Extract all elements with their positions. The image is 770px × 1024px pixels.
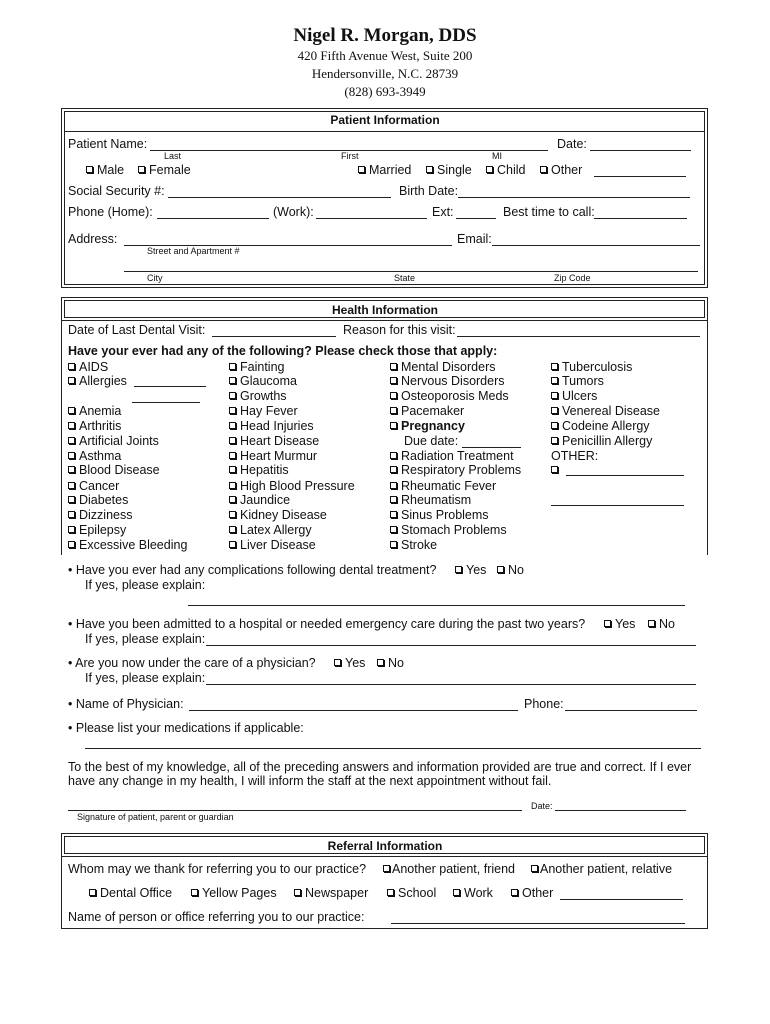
checkbox-icon[interactable] [551, 392, 558, 399]
checkbox-icon[interactable] [68, 437, 75, 444]
physician-phone-label: Phone: [524, 697, 564, 711]
ssn-label: Social Security #: [68, 184, 165, 198]
work-phone-field[interactable] [316, 218, 427, 219]
checkbox-icon[interactable] [68, 511, 75, 518]
address-label: Address: [68, 232, 118, 246]
referral-another-friend[interactable]: Another patient, friend [383, 863, 515, 876]
checkbox-icon[interactable] [390, 377, 397, 384]
condition-hay-fever[interactable]: Hay Fever [229, 405, 298, 418]
checkbox-icon[interactable] [486, 166, 493, 173]
certification-statement: To the best of my knowledge, all of the preceding answers and information provided are true and correct. If I ever [68, 760, 692, 774]
other-condition-field[interactable] [566, 475, 684, 476]
checkbox-icon[interactable] [551, 422, 558, 429]
other-field[interactable] [594, 176, 686, 177]
condition-hepatitis[interactable]: Hepatitis [229, 464, 289, 477]
checkbox-icon[interactable] [229, 437, 236, 444]
condition-jaundice[interactable]: Jaundice [229, 494, 290, 507]
condition-stroke[interactable]: Stroke [390, 539, 437, 552]
home-phone-label: Phone (Home): [68, 205, 153, 219]
condition-other[interactable] [551, 464, 562, 477]
condition-glaucoma[interactable]: Glaucoma [229, 375, 297, 388]
home-phone-field[interactable] [157, 218, 269, 219]
checkbox-icon[interactable] [229, 377, 236, 384]
ssn-field[interactable] [168, 197, 391, 198]
date-field[interactable] [590, 150, 691, 151]
last-visit-field[interactable] [212, 336, 336, 337]
checkbox-icon[interactable] [648, 620, 655, 627]
referral-other-field[interactable] [560, 899, 683, 900]
date-label: Date: [557, 137, 587, 151]
checkbox-icon[interactable] [358, 166, 365, 173]
patient-info-title: Patient Information [330, 113, 440, 127]
condition-tuberculosis[interactable]: Tuberculosis [551, 361, 632, 374]
checkbox-icon[interactable] [390, 511, 397, 518]
checkbox-icon[interactable] [390, 466, 397, 473]
best-time-field[interactable] [594, 218, 687, 219]
condition-kidney-disease[interactable]: Kidney Disease [229, 509, 327, 522]
hospital-yes[interactable]: Yes [604, 618, 635, 631]
complications-yes[interactable]: Yes [455, 564, 486, 577]
condition-nervous-disorders[interactable]: Nervous Disorders [390, 375, 505, 388]
checkbox-icon[interactable] [68, 466, 75, 473]
referral-another-relative[interactable]: Another patient, relative [531, 863, 672, 876]
checkbox-icon[interactable] [390, 526, 397, 533]
referral-dental-office[interactable]: Dental Office [89, 887, 172, 900]
physician-care-yes[interactable]: Yes [334, 657, 365, 670]
city-caption: City [147, 273, 163, 283]
condition-radiation-treatment[interactable]: Radiation Treatment [390, 450, 514, 463]
checkbox-icon[interactable] [334, 659, 341, 666]
checkbox-icon[interactable] [229, 526, 236, 533]
physician-explain-label: If yes, please explain: [85, 671, 206, 685]
checkbox-icon[interactable] [604, 620, 611, 627]
checkbox-icon[interactable] [191, 889, 198, 896]
condition-asthma[interactable]: Asthma [68, 450, 121, 463]
condition-blood-disease[interactable]: Blood Disease [68, 464, 160, 477]
checkbox-icon[interactable] [229, 466, 236, 473]
ext-field[interactable] [456, 218, 496, 219]
city-state-zip-field[interactable] [124, 271, 698, 272]
condition-ulcers[interactable]: Ulcers [551, 390, 597, 403]
condition-anemia[interactable]: Anemia [68, 405, 121, 418]
condition-aids[interactable]: AIDS [68, 361, 108, 374]
checkbox-icon[interactable] [497, 566, 504, 573]
referral-other[interactable]: Other [511, 887, 553, 900]
married-option[interactable]: Married [358, 164, 411, 177]
condition-pregnancy[interactable]: Pregnancy [390, 420, 465, 433]
condition-epilepsy[interactable]: Epilepsy [68, 524, 126, 537]
street-caption: Street and Apartment # [147, 246, 240, 256]
physician-explain-field[interactable] [206, 684, 696, 685]
signature-field[interactable] [68, 810, 522, 811]
checkbox-icon[interactable] [540, 166, 547, 173]
last-visit-label: Date of Last Dental Visit: [68, 323, 206, 337]
complications-question: • Have you ever had any complications following dental treatment? [68, 563, 437, 577]
condition-rheumatism[interactable]: Rheumatism [390, 494, 471, 507]
condition-pacemaker[interactable]: Pacemaker [390, 405, 464, 418]
referral-school[interactable]: School [387, 887, 436, 900]
checkbox-icon[interactable] [229, 363, 236, 370]
referral-question: Whom may we thank for referring you to our practice? [68, 862, 367, 876]
referral-yellow-pages[interactable]: Yellow Pages [191, 887, 277, 900]
checkbox-icon[interactable] [551, 407, 558, 414]
last-name-caption: Last [164, 151, 182, 161]
zip-caption: Zip Code [554, 273, 591, 283]
checkbox-icon[interactable] [68, 541, 75, 548]
reason-field[interactable] [457, 336, 700, 337]
signature-date-field[interactable] [555, 810, 686, 811]
checkbox-icon[interactable] [68, 452, 75, 459]
birth-date-field[interactable] [458, 197, 690, 198]
checkbox-icon[interactable] [453, 889, 460, 896]
email-field[interactable] [492, 245, 700, 246]
condition-growths[interactable]: Growths [229, 390, 287, 403]
checkbox-icon[interactable] [390, 422, 397, 429]
condition-venereal-disease[interactable]: Venereal Disease [551, 405, 660, 418]
physician-name-field[interactable] [189, 710, 518, 711]
condition-mental-disorders[interactable]: Mental Disorders [390, 361, 495, 374]
single-option[interactable]: Single [426, 164, 472, 177]
checkbox-icon[interactable] [68, 363, 75, 370]
hospital-no[interactable]: No [648, 618, 675, 631]
referral-newspaper[interactable]: Newspaper [294, 887, 368, 900]
condition-stomach-problems[interactable]: Stomach Problems [390, 524, 507, 537]
allergies-field[interactable] [134, 386, 206, 387]
checkbox-icon[interactable] [229, 452, 236, 459]
medications-label: • Please list your medications if applicable: [68, 721, 304, 735]
checkbox-icon[interactable] [68, 377, 75, 384]
condition-dizziness[interactable]: Dizziness [68, 509, 133, 522]
condition-codeine-allergy[interactable]: Codeine Allergy [551, 420, 650, 433]
other-condition-field-2[interactable] [551, 505, 684, 506]
birth-date-label: Birth Date: [399, 184, 459, 198]
checkbox-icon[interactable] [390, 482, 397, 489]
condition-artificial-joints[interactable]: Artificial Joints [68, 435, 159, 448]
checkbox-icon[interactable] [229, 541, 236, 548]
condition-osteoporosis-meds[interactable]: Osteoporosis Meds [390, 390, 509, 403]
condition-liver-disease[interactable]: Liver Disease [229, 539, 316, 552]
complications-explain-field[interactable] [188, 605, 685, 606]
condition-heart-murmur[interactable]: Heart Murmur [229, 450, 317, 463]
checkbox-icon[interactable] [390, 496, 397, 503]
condition-head-injuries[interactable]: Head Injuries [229, 420, 314, 433]
condition-excessive-bleeding[interactable]: Excessive Bleeding [68, 539, 187, 552]
signature-date-label: Date: [531, 801, 553, 811]
condition-penicillin-allergy[interactable]: Penicillin Allergy [551, 435, 652, 448]
physician-care-no[interactable]: No [377, 657, 404, 670]
medications-field[interactable] [85, 748, 701, 749]
checkbox-icon[interactable] [229, 482, 236, 489]
male-option[interactable]: Male [86, 164, 124, 177]
hospital-question: • Have you been admitted to a hospital or needed emergency care during the past two years? [68, 617, 586, 631]
physician-name-label: • Name of Physician: [68, 697, 184, 711]
practice-phone: (828) 693-3949 [344, 84, 426, 99]
certification-statement-2: have any change in my health, I will inform the staff at the next appointment without fail. [68, 774, 552, 788]
hospital-explain-field[interactable] [206, 645, 696, 646]
checkbox-icon[interactable] [294, 889, 301, 896]
checkbox-icon[interactable] [390, 452, 397, 459]
condition-tumors[interactable]: Tumors [551, 375, 604, 388]
state-caption: State [394, 273, 416, 283]
allergies-field-2[interactable] [132, 402, 200, 403]
checkbox-icon[interactable] [390, 407, 397, 414]
first-name-caption: First [341, 151, 359, 161]
physician-phone-field[interactable] [565, 710, 697, 711]
checkbox-icon[interactable] [455, 566, 462, 573]
complications-no[interactable]: No [497, 564, 524, 577]
practice-address-line2: Hendersonville, N.C. 28739 [311, 66, 459, 81]
other-conditions-label: OTHER: [551, 449, 599, 463]
referral-work[interactable]: Work [453, 887, 493, 900]
email-label: Email: [457, 232, 492, 246]
checkbox-icon[interactable] [68, 496, 75, 503]
checkbox-icon[interactable] [229, 392, 236, 399]
condition-high-blood-pressure[interactable]: High Blood Pressure [229, 480, 355, 493]
child-option[interactable]: Child [486, 164, 526, 177]
checkbox-icon[interactable] [229, 422, 236, 429]
physician-care-question: • Are you now under the care of a physician? [68, 656, 316, 670]
checkbox-icon[interactable] [138, 166, 145, 173]
condition-sinus-problems[interactable]: Sinus Problems [390, 509, 489, 522]
due-date-field[interactable] [462, 447, 521, 448]
work-phone-label: (Work): [273, 205, 314, 219]
condition-cancer[interactable]: Cancer [68, 480, 119, 493]
mi-caption: MI [492, 151, 502, 161]
checkbox-icon[interactable] [390, 541, 397, 548]
checkbox-icon[interactable] [551, 377, 558, 384]
female-option[interactable]: Female [138, 164, 191, 177]
condition-respiratory-problems[interactable]: Respiratory Problems [390, 464, 521, 477]
checkbox-icon[interactable] [387, 889, 394, 896]
referrer-name-field[interactable] [391, 923, 685, 924]
condition-latex-allergy[interactable]: Latex Allergy [229, 524, 312, 537]
checkbox-icon[interactable] [68, 407, 75, 414]
condition-heart-disease[interactable]: Heart Disease [229, 435, 319, 448]
referrer-name-label: Name of person or office referring you to our practice: [68, 910, 365, 924]
checkbox-icon[interactable] [68, 422, 75, 429]
checkbox-icon[interactable] [86, 166, 93, 173]
practice-address-line1: 420 Fifth Avenue West, Suite 200 [297, 48, 473, 63]
checkbox-icon[interactable] [229, 496, 236, 503]
complications-explain-label: If yes, please explain: [85, 578, 206, 592]
checkbox-icon[interactable] [551, 437, 558, 444]
checkbox-icon[interactable] [390, 392, 397, 399]
checkbox-icon[interactable] [390, 363, 397, 370]
patient-info-box [61, 108, 708, 288]
practice-name: Nigel R. Morgan, DDS [293, 25, 477, 46]
condition-allergies[interactable]: Allergies [68, 375, 127, 388]
best-time-label: Best time to call: [503, 205, 595, 219]
ext-label: Ext: [432, 205, 454, 219]
due-date-label: Due date: [404, 434, 459, 448]
condition-arthritis[interactable]: Arthritis [68, 420, 121, 433]
checkbox-icon[interactable] [89, 889, 96, 896]
checkbox-icon[interactable] [383, 865, 390, 872]
checkbox-icon[interactable] [531, 865, 538, 872]
other-option[interactable]: Other [540, 164, 582, 177]
checkbox-icon[interactable] [551, 363, 558, 370]
health-info-title: Health Information [331, 303, 438, 317]
referral-title: Referral Information [327, 839, 443, 853]
checkbox-icon[interactable] [426, 166, 433, 173]
checkbox-icon[interactable] [551, 466, 558, 473]
checkbox-icon[interactable] [511, 889, 518, 896]
checkbox-icon[interactable] [68, 526, 75, 533]
reason-label: Reason for this visit: [343, 323, 456, 337]
condition-rheumatic-fever[interactable]: Rheumatic Fever [390, 480, 496, 493]
conditions-question: Have your ever had any of the following? Please check those that apply: [68, 344, 498, 358]
checkbox-icon[interactable] [229, 407, 236, 414]
signature-caption: Signature of patient, parent or guardian [77, 812, 234, 822]
patient-name-label: Patient Name: [68, 137, 148, 151]
checkbox-icon[interactable] [229, 511, 236, 518]
hospital-explain-label: If yes, please explain: [85, 632, 206, 646]
checkbox-icon[interactable] [377, 659, 384, 666]
condition-fainting[interactable]: Fainting [229, 361, 284, 374]
condition-diabetes[interactable]: Diabetes [68, 494, 128, 507]
checkbox-icon[interactable] [68, 482, 75, 489]
